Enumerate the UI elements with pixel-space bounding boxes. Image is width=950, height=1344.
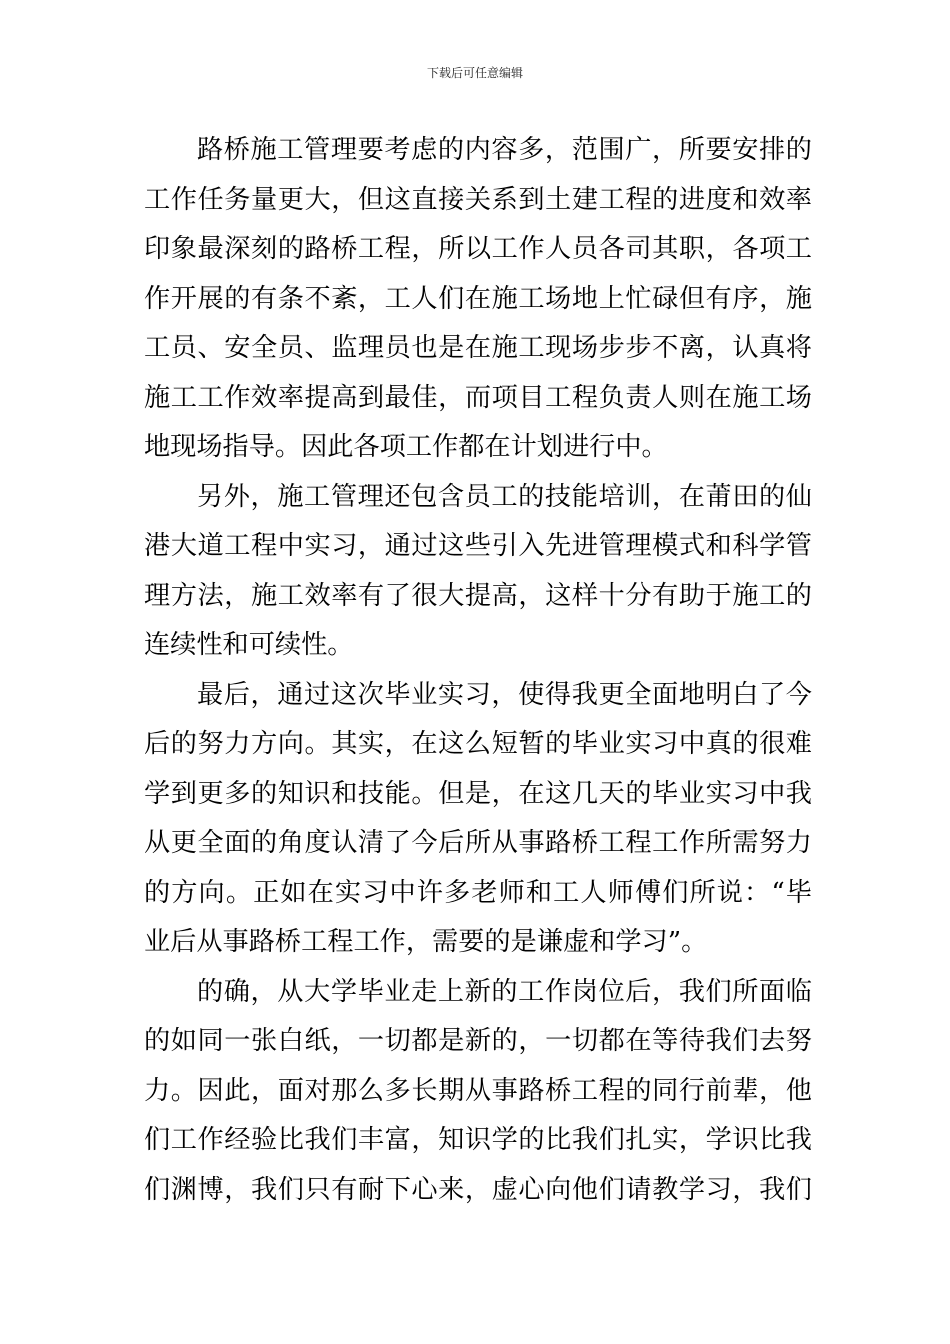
paragraph (144, 972, 812, 1220)
paragraph-line: 力。因此，面对那么多长期从事路桥工程的同行前辈，他 (144, 1075, 812, 1106)
paragraph-line: 学到更多的知识和技能。但是，在这几天的毕业实习中我 (144, 778, 812, 809)
paragraph-line: 从更全面的角度认清了今后所从事路桥工程工作所需努力 (144, 828, 812, 858)
paragraph-line: 工作任务量更大，但这直接关系到土建工程的进度和效率 (144, 184, 812, 215)
paragraph-line: 工员、安全员、监理员也是在施工现场步步不离，认真将 (144, 333, 812, 363)
paragraph-line: 最后，通过这次毕业实习，使得我更全面地明白了今 (197, 679, 812, 710)
paragraph-line: 作开展的有条不紊，工人们在施工场地上忙碌但有序，施 (144, 283, 812, 314)
document-body (144, 130, 812, 1219)
paragraph-line: 港大道工程中实习，通过这些引入先进管理模式和科学管 (144, 531, 812, 561)
paragraph (144, 477, 812, 675)
paragraph-line: 的确，从大学毕业走上新的工作岗位后，我们所面临 (197, 976, 812, 1007)
paragraph-line: 另外，施工管理还包含员工的技能培训，在莆田的仙 (197, 481, 812, 512)
paragraph-line: 施工工作效率提高到最佳，而项目工程负责人则在施工场 (144, 382, 812, 413)
paragraph-line: 路桥施工管理要考虑的内容多，范围广，所要安排的 (197, 135, 812, 165)
paragraph-line: 连续性和可续性。 (144, 630, 354, 660)
paragraph-line: 们渊博，我们只有耐下心来，虚心向他们请教学习，我们 (144, 1174, 812, 1205)
paragraph-line: 业后从事路桥工程工作，需要的是谦虚和学习”。 (144, 927, 708, 957)
paragraph-line: 的方向。正如在实习中许多老师和工人师傅们所说：“毕 (144, 877, 812, 908)
paragraph-line: 理方法，施工效率有了很大提高，这样十分有助于施工的 (144, 580, 812, 611)
paragraph-line: 后的努力方向。其实，在这么短暂的毕业实习中真的很难 (144, 729, 812, 759)
paragraph-line: 地现场指导。因此各项工作都在计划进行中。 (144, 432, 668, 462)
paragraph (144, 675, 812, 972)
page-header: 下载后可任意编辑 (426, 66, 523, 80)
paragraph-line: 的如同一张白纸，一切都是新的，一切都在等待我们去努 (144, 1026, 812, 1056)
paragraph-line: 们工作经验比我们丰富，知识学的比我们扎实，学识比我 (144, 1125, 812, 1155)
paragraph (144, 130, 812, 477)
paragraph-line: 印象最深刻的路桥工程，所以工作人员各司其职，各项工 (144, 234, 812, 264)
